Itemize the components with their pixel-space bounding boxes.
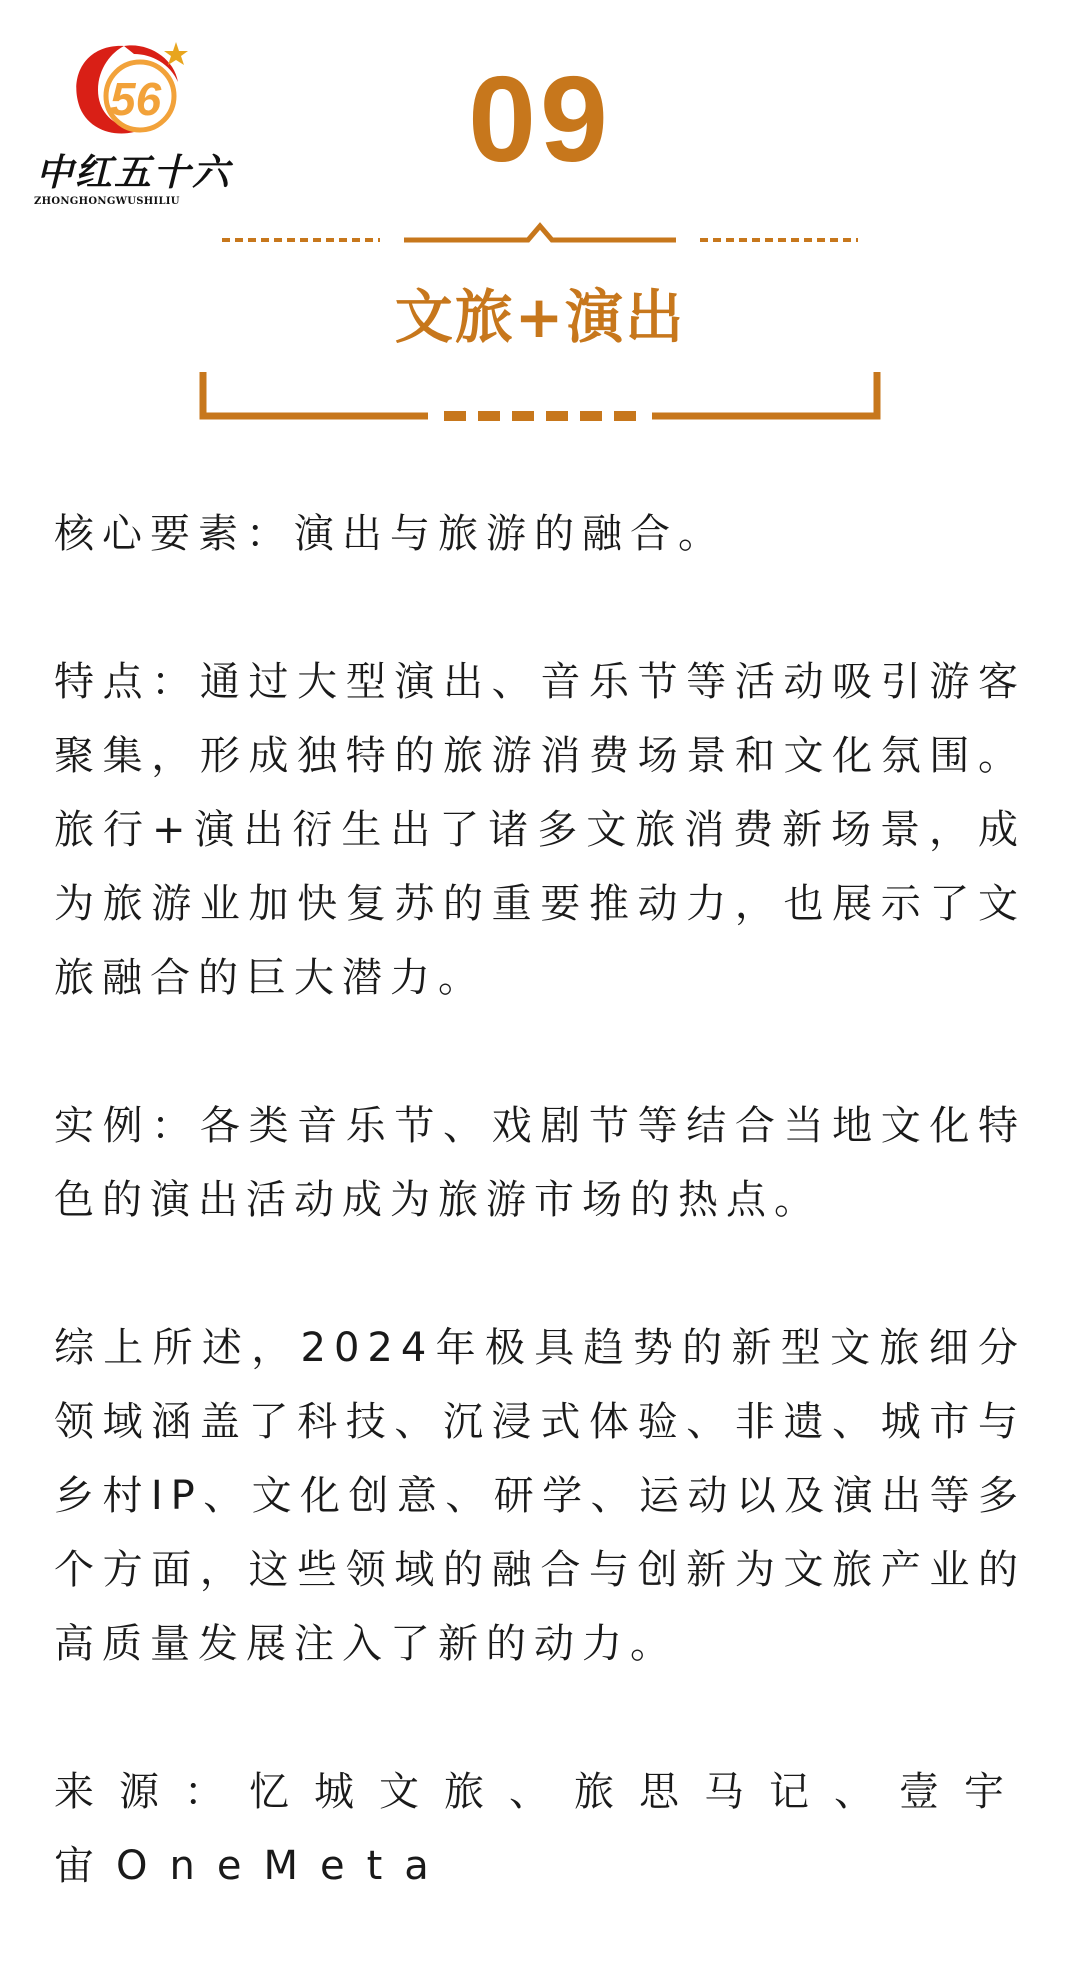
paragraph-summary: 综上所述，2024年极具趋势的新型文旅细分领域涵盖了科技、沉浸式体验、非遗、城市与乡村IP、文化创意、研学、运动以及演出等多个方面，这些领域的融合与创新为文旅产业的高质量发展注入了新的动力。 (54, 1325, 1026, 1667)
section-number: 09 (468, 51, 612, 187)
paragraph-examples: 实例：各类音乐节、戏剧节等结合当地文化特色的演出活动成为旅游市场的热点。 (54, 1103, 1026, 1223)
paragraph-source: 来源：忆城文旅、旅思马记、壹宇宙OneMeta (54, 1769, 1026, 1889)
paragraph-features: 特点：通过大型演出、音乐节等活动吸引游客聚集，形成独特的旅游消费场景和文化氛围。旅行+演出衍生出了诸多文旅消费新场景，成为旅游业加快复苏的重要推动力，也展示了文旅融合的巨大潜力。 (54, 659, 1026, 1001)
section-title: 文旅+演出 (394, 283, 686, 351)
title-frame-decoration (0, 0, 1080, 440)
article-body (54, 497, 1026, 1977)
logo-title: 中红五十六 (36, 150, 231, 194)
logo-number: 56 (110, 73, 162, 125)
logo-pinyin: ZHONGHONGWUSHILIU (34, 196, 180, 207)
paragraph-core-elements: 核心要素：演出与旅游的融合。 (54, 511, 726, 557)
